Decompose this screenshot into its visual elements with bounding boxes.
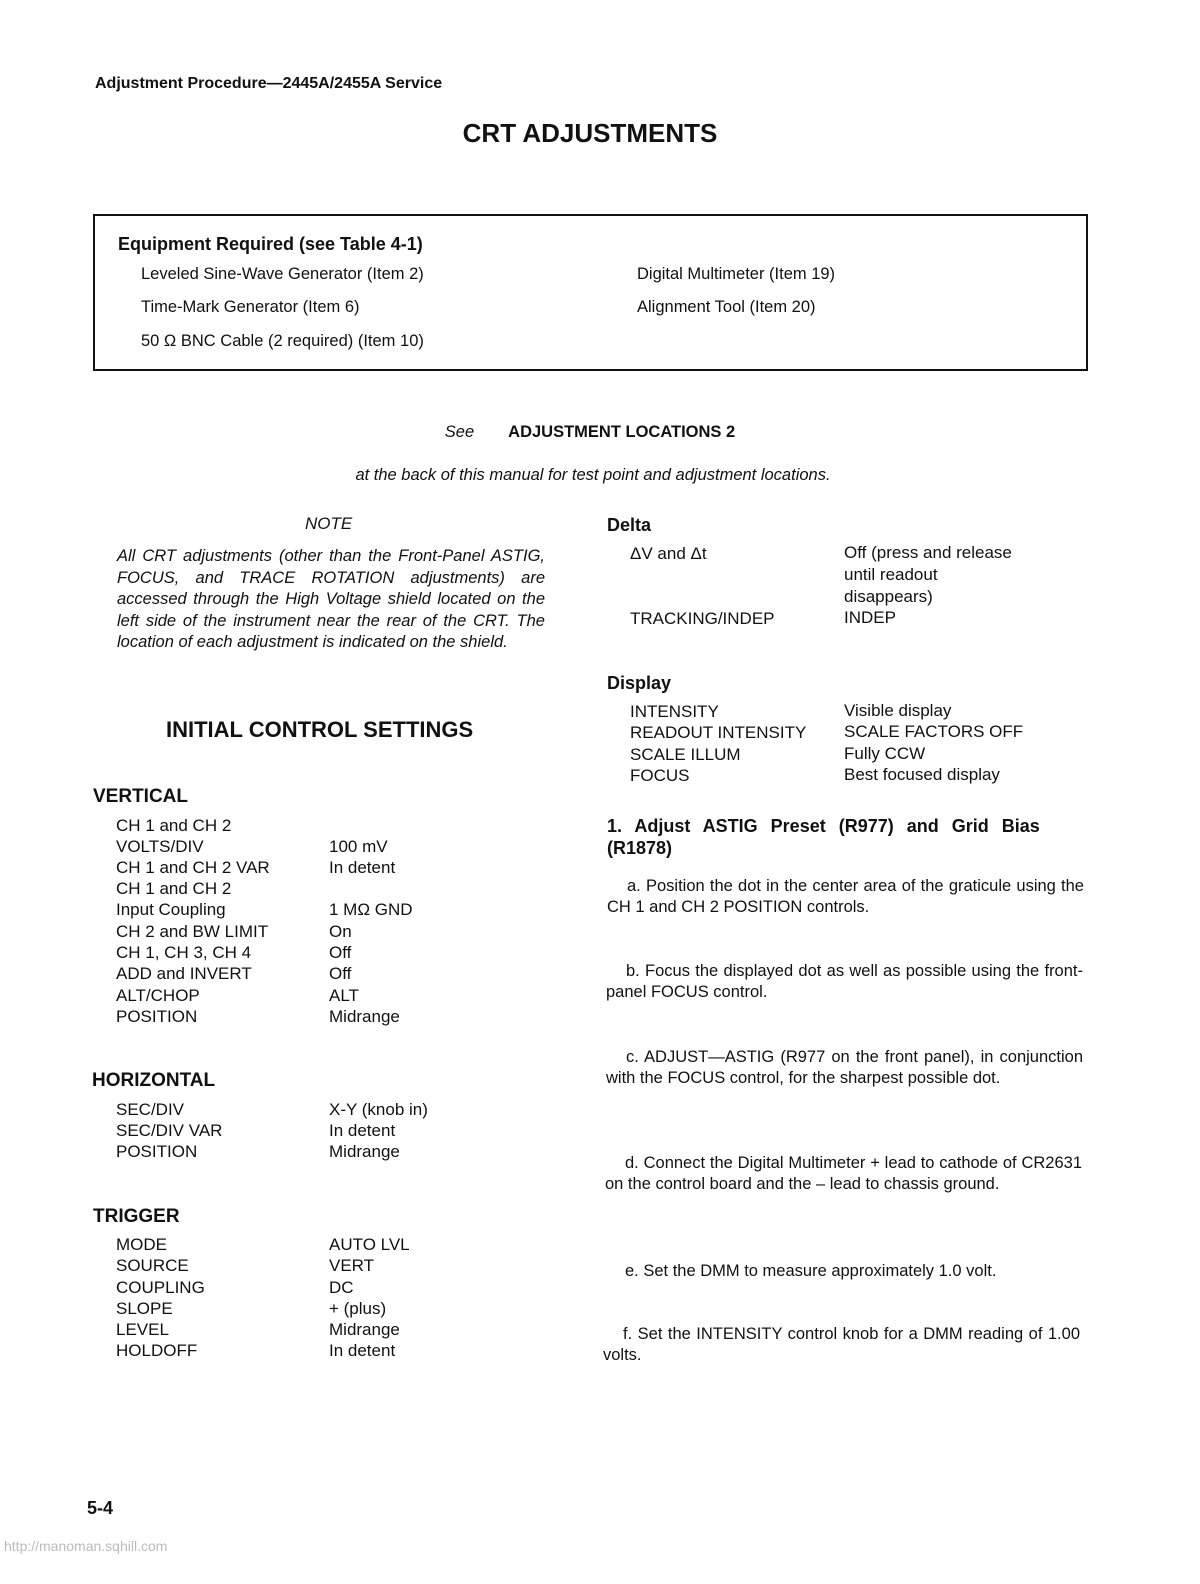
step-paragraph-text: b. Focus the displayed dot as well as possible using the front-panel FOCUS control. (606, 962, 1083, 1001)
equipment-heading: Equipment Required (see Table 4-1) (118, 234, 423, 254)
step-paragraph-c (606, 1047, 1083, 1089)
see-word: See (444, 423, 475, 441)
equipment-item: 50 Ω BNC Cable (2 required) (Item 10) (141, 332, 424, 350)
see-reference-line2: at the back of this manual for test point and adjustment locations. (355, 466, 831, 484)
setting-value: Midrange (329, 1007, 400, 1026)
setting-label: LEVEL (116, 1320, 169, 1339)
setting-value: X-Y (knob in) (329, 1100, 428, 1119)
step-paragraph-text: a. Position the dot in the center area of the graticule using the CH 1 and CH 2 POSITION controls. (607, 877, 1084, 916)
setting-label: POSITION (116, 1142, 198, 1161)
setting-value: + (plus) (329, 1299, 387, 1318)
setting-label: ΔV and Δt (630, 544, 707, 563)
setting-label: SEC/DIV VAR (116, 1121, 223, 1140)
setting-value: 1 MΩ GND (329, 900, 413, 919)
note-title: NOTE (305, 514, 353, 533)
setting-label: ADD and INVERT (116, 964, 252, 983)
setting-label: HOLDOFF (116, 1341, 198, 1360)
step-paragraph-f (603, 1324, 1080, 1366)
step-paragraph-text: d. Connect the Digital Multimeter + lead to cathode of CR2631 on the control board and the – lead to chassis ground. (605, 1154, 1082, 1193)
vertical-heading: VERTICAL (93, 786, 188, 807)
setting-value: VERT (329, 1256, 375, 1275)
page-title: CRT ADJUSTMENTS (462, 118, 718, 148)
setting-label: VOLTS/DIV (116, 837, 204, 856)
setting-value: Off (press and release (844, 543, 1012, 562)
display-heading: Display (607, 673, 672, 693)
step-paragraph-a (607, 876, 1084, 918)
step-paragraph-text: f. Set the INTENSITY control knob for a DMM reading of 1.00 volts. (603, 1325, 1080, 1364)
setting-value: INDEP (844, 608, 896, 627)
setting-label: COUPLING (116, 1278, 205, 1297)
running-header: Adjustment Procedure—2445A/2455A Service (95, 75, 443, 92)
setting-value: Off (329, 964, 352, 983)
page-number: 5-4 (87, 1498, 114, 1518)
setting-value: Visible display (844, 701, 952, 720)
setting-value: Midrange (329, 1320, 400, 1339)
setting-label: TRACKING/INDEP (630, 609, 775, 628)
setting-label: SLOPE (116, 1299, 173, 1318)
horizontal-heading: HORIZONTAL (92, 1070, 216, 1091)
setting-value: ALT (329, 986, 359, 1005)
setting-value: Off (329, 943, 352, 962)
setting-label: SCALE ILLUM (630, 745, 741, 764)
setting-label: CH 1 and CH 2 (116, 816, 232, 835)
setting-label: SEC/DIV (116, 1100, 185, 1119)
step-paragraph-b (606, 961, 1083, 1003)
setting-value: DC (329, 1278, 354, 1297)
setting-label: CH 1 and CH 2 (116, 879, 232, 898)
delta-heading: Delta (607, 515, 652, 535)
setting-value: 100 mV (329, 837, 388, 856)
step-paragraph-text: c. ADJUST—ASTIG (R977 on the front panel), in conjunction with the FOCUS control, for the sharpest possible dot. (606, 1048, 1083, 1087)
setting-value: SCALE FACTORS OFF (844, 722, 1024, 741)
equipment-item: Alignment Tool (Item 20) (637, 298, 816, 316)
setting-label: CH 1 and CH 2 VAR (116, 858, 270, 877)
see-reference (0, 423, 1180, 442)
setting-value: Midrange (329, 1142, 400, 1161)
equipment-item: Digital Multimeter (Item 19) (637, 265, 836, 283)
setting-value: In detent (329, 1121, 396, 1140)
setting-value: In detent (329, 858, 396, 877)
setting-value: In detent (329, 1341, 396, 1360)
step-1-title: 1. Adjust ASTIG Preset (R977) and Grid Bias (R1878) (607, 816, 1040, 858)
setting-value: disappears) (844, 587, 933, 606)
setting-label: POSITION (116, 1007, 198, 1026)
setting-label: INTENSITY (630, 702, 719, 721)
setting-label: FOCUS (630, 766, 690, 785)
setting-value: Best focused display (844, 765, 1000, 784)
setting-label: MODE (116, 1235, 167, 1254)
adjustment-locations-reference: ADJUSTMENT LOCATIONS 2 (508, 423, 736, 441)
trigger-heading: TRIGGER (93, 1206, 180, 1227)
initial-control-settings-title: INITIAL CONTROL SETTINGS (166, 717, 474, 742)
setting-value: until readout (844, 565, 938, 584)
equipment-item: Time-Mark Generator (Item 6) (141, 298, 360, 316)
step-paragraph-d (605, 1153, 1082, 1195)
setting-label: CH 2 and BW LIMIT (116, 922, 269, 941)
setting-value: AUTO LVL (329, 1235, 410, 1254)
watermark: http://manoman.sqhill.com (4, 1538, 168, 1554)
step-paragraph-e (605, 1261, 1082, 1282)
note-body: All CRT adjustments (other than the Front-Panel ASTIG, FOCUS, and TRACE ROTATION adjustments) are accessed through the High Voltage shield located on the left side of the instrument near the rear of the CRT. The location of each adjustment is indicated on the shield. (117, 547, 545, 651)
equipment-item: Leveled Sine-Wave Generator (Item 2) (141, 265, 424, 283)
setting-label: SOURCE (116, 1256, 189, 1275)
setting-value: Fully CCW (844, 744, 926, 763)
setting-label: CH 1, CH 3, CH 4 (116, 943, 252, 962)
equipment-required-box (93, 214, 1088, 371)
setting-label: Input Coupling (116, 900, 226, 919)
setting-value: On (329, 922, 352, 941)
setting-label: ALT/CHOP (116, 986, 200, 1005)
setting-label: READOUT INTENSITY (630, 723, 807, 742)
step-paragraph-text: e. Set the DMM to measure approximately 1.0 volt. (625, 1262, 997, 1280)
